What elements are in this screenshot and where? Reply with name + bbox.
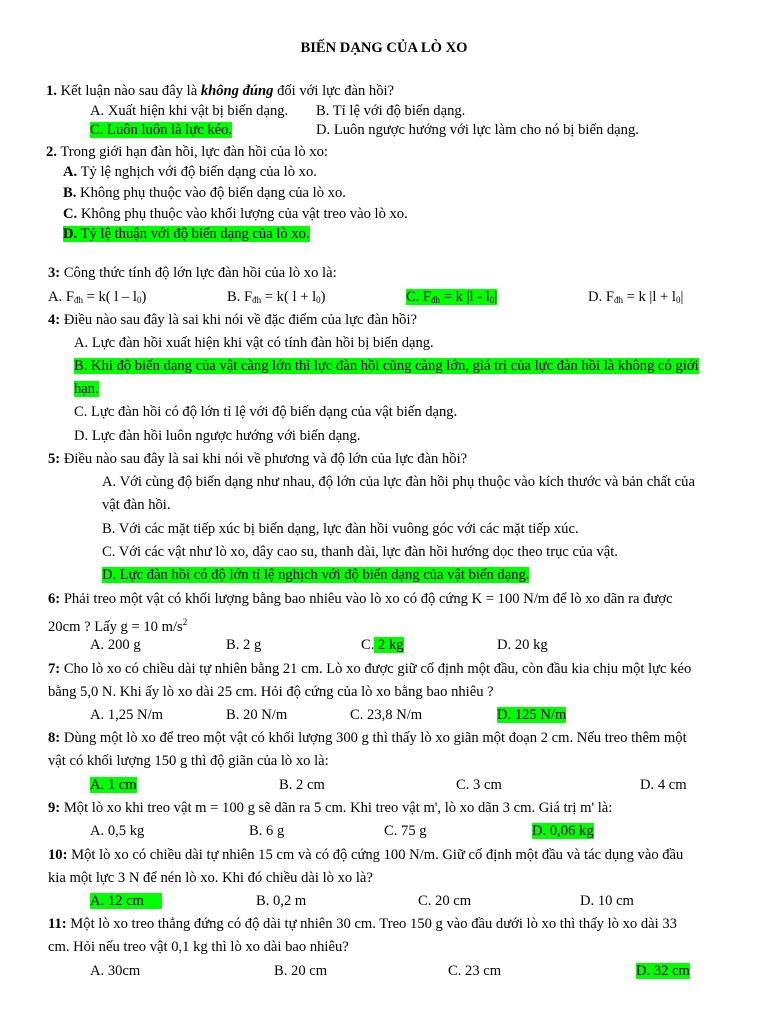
q1-option-b: B. Tỉ lệ với độ biến dạng. — [316, 103, 466, 119]
q2-option-a: A. Tỷ lệ nghịch với độ biến dạng của lò xo. — [63, 164, 317, 180]
question-8-line2: vật có khối lượng 150 g thì độ giãn của lò xo là: — [48, 753, 329, 769]
q4-option-d: D. Lực đàn hồi luôn ngược hướng với biến dạng. — [74, 428, 361, 444]
q10-option-a — [90, 892, 162, 910]
question-6-line1: 6: Phải treo một vật có khối lượng bằng bao nhiêu vào lò xo có độ cứng K = 100 N/m để lò xo dãn ra được — [48, 591, 673, 607]
q3-option-b: B. $F_{đh} = k$( $l + l_0$) — [227, 289, 326, 305]
page-title: BIẾN DẠNG CỦA LÒ XO — [300, 40, 468, 56]
q6-option-c: C. 2 kg — [361, 637, 404, 653]
q9-option-c: C. 75 g — [384, 823, 427, 839]
question-number: 1. — [46, 83, 57, 99]
answer-highlight: B. Khi độ biến dạng của vật càng lớn thì lực đàn hồi cũng càng lớn, giá trị của lực đàn hồi là không có giới — [74, 358, 699, 374]
q7-option-b: B. 20 N/m — [226, 707, 288, 723]
q11-option-d — [636, 962, 690, 980]
q11-option-c: C. 23 cm — [448, 963, 502, 979]
answer-highlight: A. 12 cm — [90, 893, 162, 909]
q9-option-a: A. 0,5 kg — [90, 823, 145, 839]
q7-option-a: A. 1,25 N/m — [90, 707, 163, 723]
answer-highlight: hạn. — [74, 381, 99, 397]
q7-option-c: C. 23,8 N/m — [350, 707, 423, 723]
answer-highlight: D. 32 cm — [636, 963, 690, 979]
question-7-line1: 7: Cho lò xo có chiều dài tự nhiên bằng 21 cm. Lò xo được giữ cố định một đầu, còn đầu kia chịu một lực kéo — [48, 661, 692, 677]
answer-highlight: C. Luôn luôn là lực kéo. — [90, 122, 233, 138]
question-2: 2. Trong giới hạn đàn hồi, lực đàn hồi của lò xo: — [46, 144, 328, 160]
question-1: 1. Kết luận nào sau đây là không đúng đối với lực đàn hồi? — [46, 83, 395, 99]
question-8-line1: 8: Dùng một lò xo để treo một vật có khối lượng 300 g thì thấy lò xo giãn một đoạn 2 cm. Nếu treo thêm một — [48, 730, 687, 746]
answer-highlight: D. 0,06 kg — [532, 823, 594, 839]
q10-option-d: D. 10 cm — [580, 893, 634, 909]
answer-highlight: 2 kg — [374, 637, 404, 653]
question-6-line2: 20cm ? Lấy g = 10 $m/s^2$ — [48, 617, 188, 635]
q3-option-c — [406, 288, 497, 309]
q5-option-d — [102, 566, 529, 584]
q4-option-c: C. Lực đàn hồi có độ lớn tỉ lệ với độ biến dạng của vật biến dạng. — [74, 404, 458, 420]
question-11-line1: 11: Một lò xo treo thẳng đứng có độ dài tự nhiên 30 cm. Treo 150 g vào đầu dưới lò xo thì thấy lò xo dài 33 — [48, 916, 677, 932]
q1-option-c — [90, 121, 232, 139]
q5-option-a-line2: vật đàn hồi. — [102, 497, 171, 513]
q2-option-d — [63, 225, 310, 243]
q11-option-a: A. 30cm — [90, 963, 141, 979]
emphasis-text: không đúng — [200, 83, 274, 99]
q4-option-b-line1 — [74, 357, 699, 375]
q7-option-d — [497, 706, 566, 724]
q2-option-b: B. Không phụ thuộc vào độ biến dạng của lò xo. — [63, 185, 346, 201]
answer-highlight: D. Tỷ lệ thuận với độ biến dạng của lò xo. — [63, 226, 310, 242]
q3-option-a: A. $F_{đh} = k$( l – $l_0$) — [48, 289, 147, 305]
answer-highlight: D. Lực đàn hồi có độ lớn tỉ lệ nghịch với độ biến dạng của vật biến dạng. — [102, 567, 530, 583]
question-10-line1: 10: Một lò xo có chiều dài tự nhiên 15 cm và có độ cứng 100 N/m. Giữ cố định một đầu và tác dụng vào đầu — [48, 847, 684, 863]
question-11-line2: cm. Hỏi nếu treo vật 0,1 kg thì lò xo dài bao nhiêu? — [48, 939, 349, 955]
answer-highlight: D. 125 N/m — [497, 707, 567, 723]
q5-option-c: C. Với các vật như lò xo, dây cao su, thanh dài, lực đàn hồi hướng dọc theo trục của vật. — [102, 544, 618, 560]
question-5: 5: Điều nào sau đây là sai khi nói về phương và độ lớn của lực đàn hồi? — [48, 451, 468, 467]
q10-option-c: C. 20 cm — [418, 893, 472, 909]
q6-option-a: A. 200 g — [90, 637, 141, 653]
q8-option-a — [90, 776, 137, 794]
question-4: 4: Điều nào sau đây là sai khi nói về đặc điểm của lực đàn hồi? — [48, 312, 417, 328]
q8-option-c: C. 3 cm — [456, 777, 502, 793]
q8-option-b: B. 2 cm — [279, 777, 325, 793]
q4-option-b-line2 — [74, 380, 99, 398]
answer-highlight: C. $F_{đh} = k$ $|l - l_0|$ — [406, 289, 498, 305]
question-9: 9: Một lò xo khi treo vật m = 100 g sẽ dãn ra 5 cm. Khi treo vật m', lò xo dãn 3 cm. Giá trị m' là: — [48, 800, 613, 816]
q5-option-a-line1: A. Với cùng độ biến dạng như nhau, độ lớn của lực đàn hồi phụ thuộc vào kích thước và bản chất của — [102, 474, 695, 490]
q9-option-b: B. 6 g — [249, 823, 285, 839]
question-7-line2: bằng 5,0 N. Khi ấy lò xo dài 25 cm. Hỏi độ cứng của lò xo bằng bao nhiêu ? — [48, 684, 494, 700]
question-3: 3: Công thức tính độ lớn lực đàn hồi của lò xo là: — [48, 265, 337, 281]
q4-option-a: A. Lực đàn hồi xuất hiện khi vật có tính đàn hồi bị biến dạng. — [74, 335, 434, 351]
q3-option-d: D. $F_{đh} = k$ $|l + l_0|$ — [588, 289, 684, 305]
q8-option-d: D. 4 cm — [640, 777, 687, 793]
q2-option-c: C. Không phụ thuộc vào khối lượng của vật treo vào lò xo. — [63, 206, 408, 222]
question-10-line2: kia một lực 3 N để nén lò xo. Khi đó chiều dài lò xo là? — [48, 870, 373, 886]
q10-option-b: B. 0,2 m — [256, 893, 307, 909]
q9-option-d — [532, 822, 594, 840]
q11-option-b: B. 20 cm — [274, 963, 328, 979]
answer-highlight: A. 1 cm — [90, 777, 137, 793]
q5-option-b: B. Với các mặt tiếp xúc bị biến dạng, lực đàn hồi vuông góc với các mặt tiếp xúc. — [102, 521, 579, 537]
q1-option-a: A. Xuất hiện khi vật bị biến dạng. — [90, 103, 289, 119]
q6-option-b: B. 2 g — [226, 637, 262, 653]
q1-option-d: D. Luôn ngược hướng với lực làm cho nó bị biến dạng. — [316, 122, 639, 138]
q6-option-d: D. 20 kg — [497, 637, 548, 653]
